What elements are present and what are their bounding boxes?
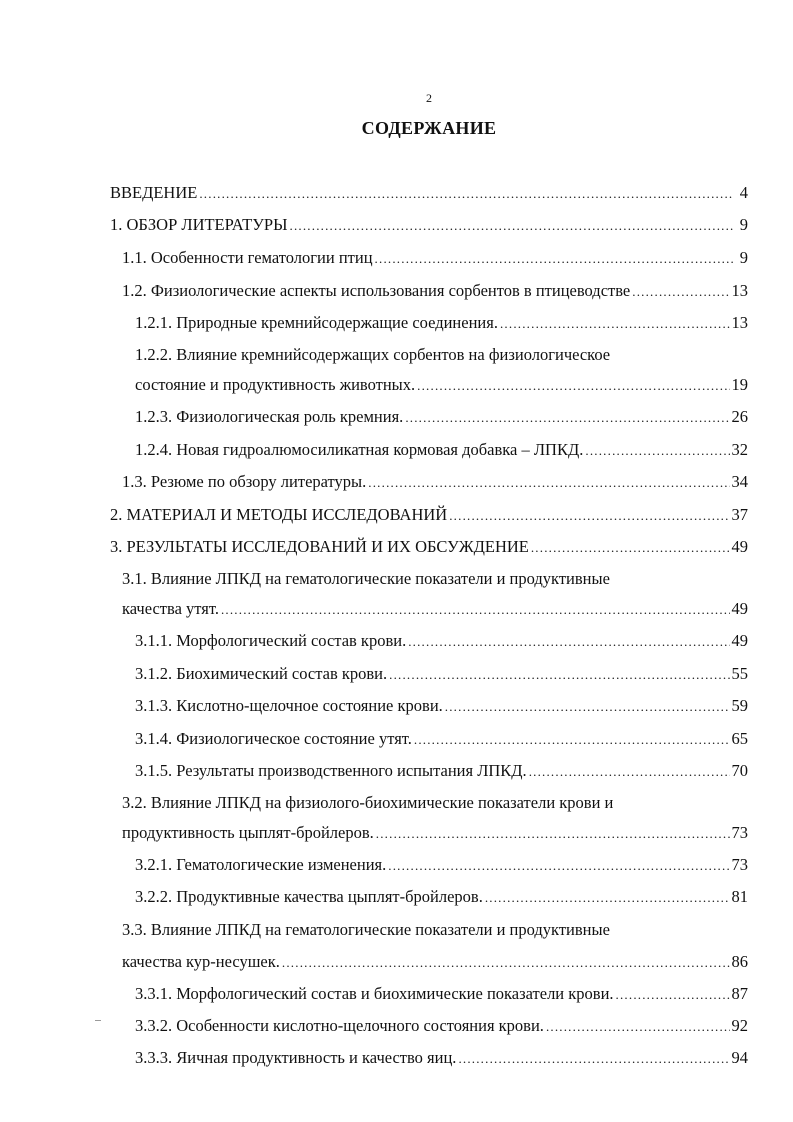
dot-leader [368, 473, 729, 493]
toc-entry-text: 1.2.4. Новая гидроалюмосиликатная кормовая добавка – ЛПКД. [135, 440, 584, 459]
dot-leader [199, 184, 734, 204]
toc-entry-page: 92 [731, 1016, 748, 1035]
dot-leader [388, 856, 729, 876]
toc-entry-text: 3.3.2. Особенности кислотно-щелочного состояния крови. [135, 1016, 544, 1035]
toc-entry-3-1-5 [135, 761, 748, 782]
toc-entry-1-2-2 [135, 375, 748, 396]
toc-entry-text: 3.1.1. Морфологический состав крови. [135, 631, 407, 650]
toc-entry-3-3-1 [135, 984, 748, 1005]
dot-leader [529, 762, 730, 782]
toc-entry-page: 32 [731, 440, 748, 459]
dot-leader [290, 216, 735, 236]
toc-entry-1-2 [122, 281, 748, 302]
dot-leader [585, 441, 729, 461]
dot-leader [445, 697, 730, 717]
toc-entry-3-3-2 [135, 1016, 748, 1037]
toc-entry-page: 49 [731, 631, 748, 650]
toc-entry-page: 73 [731, 823, 748, 842]
toc-entry-page: 70 [731, 761, 748, 780]
toc-entry-text: 3.1.3. Кислотно-щелочное состояние крови. [135, 696, 443, 715]
toc-entry-page: 13 [731, 281, 748, 300]
toc-entry-3-2-2 [135, 887, 748, 908]
toc-entry-page: 73 [731, 855, 748, 874]
toc-entry-page: 49 [731, 537, 748, 556]
toc-entry-1-1 [122, 248, 748, 269]
toc-entry-page: 34 [731, 472, 748, 491]
toc-entry-text: 1.2.1. Природные кремнийсодержащие соединения. [135, 313, 498, 332]
toc-entry-text: 3. РЕЗУЛЬТАТЫ ИССЛЕДОВАНИЙ И ИХ ОБСУЖДЕНИЕ [110, 537, 529, 556]
toc-entry-text: 1.1. Особенности гематологии птиц [122, 248, 373, 267]
toc-entry-page: 19 [731, 375, 748, 394]
toc-entry-text: 3.2.1. Гематологические изменения. [135, 855, 387, 874]
toc-entry-3-1-line1: 3.1. Влияние ЛПКД на гематологические показатели и продуктивные [122, 569, 610, 588]
toc-entry-page: 49 [731, 599, 748, 618]
toc-entry-text: качества кур-несушек. [122, 952, 280, 971]
dot-leader [449, 506, 729, 526]
toc-entry-text: 2. МАТЕРИАЛ И МЕТОДЫ ИССЛЕДОВАНИЙ [110, 505, 448, 524]
toc-entry-page: 55 [731, 664, 748, 683]
toc-entry-3-3 [122, 952, 748, 973]
toc-entry-page: 9 [739, 215, 748, 234]
toc-entry-text: 3.3.3. Яичная продуктивность и качество яиц. [135, 1048, 457, 1067]
toc-entry-1-2-4 [135, 440, 748, 461]
toc-entry-3-2-line1: 3.2. Влияние ЛПКД на физиолого-биохимические показатели крови и [122, 793, 614, 812]
dot-leader [282, 953, 730, 973]
toc-entry-chapter-2 [110, 505, 748, 526]
toc-entry-page: 26 [731, 407, 748, 426]
dot-leader [221, 600, 730, 620]
toc-entry-3-1-2 [135, 664, 748, 685]
toc-entry-page: 4 [739, 183, 748, 202]
toc-entry-3-2-1 [135, 855, 748, 876]
dot-leader [405, 408, 729, 428]
toc-entry-3-1-1 [135, 631, 748, 652]
dot-leader [458, 1049, 729, 1069]
toc-entry-page: 94 [731, 1048, 748, 1067]
toc-entry-1-2-1 [135, 313, 748, 334]
toc-entry-text: 3.1.2. Биохимический состав крови. [135, 664, 388, 683]
toc-entry-text: продуктивность цыплят-бройлеров. [122, 823, 374, 842]
toc-entry-3-1 [122, 599, 748, 620]
dot-leader [616, 985, 730, 1005]
scan-speck [95, 1020, 101, 1021]
dot-leader [546, 1017, 730, 1037]
toc-entry-page: 59 [731, 696, 748, 715]
toc-entry-page: 86 [731, 952, 748, 971]
toc-entry-text: 3.1.5. Результаты производственного испытания ЛПКД. [135, 761, 527, 780]
page-number: 2 [426, 91, 432, 105]
toc-entry-page: 65 [731, 729, 748, 748]
dot-leader [531, 538, 730, 558]
toc-entry-page: 9 [739, 248, 748, 267]
toc-entry-3-3-3 [135, 1048, 748, 1069]
toc-entry-3-1-3 [135, 696, 748, 717]
toc-entry-page: 81 [731, 887, 748, 906]
toc-entry-intro [110, 183, 748, 204]
toc-entry-1-3 [122, 472, 748, 493]
toc-entry-text: 3.2.2. Продуктивные качества цыплят-бройлеров. [135, 887, 483, 906]
toc-entry-1-2-3 [135, 407, 748, 428]
toc-entry-page: 87 [731, 984, 748, 1003]
toc-entry-text: качества утят. [122, 599, 219, 618]
toc-entry-3-3-line1: 3.3. Влияние ЛПКД на гематологические показатели и продуктивные [122, 920, 610, 939]
toc-entry-text: 1.2.3. Физиологическая роль кремния. [135, 407, 404, 426]
toc-entry-text: 3.3.1. Морфологический состав и биохимические показатели крови. [135, 984, 614, 1003]
toc-entry-3-1-4 [135, 729, 748, 750]
toc-entry-page: 37 [731, 505, 748, 524]
toc-entry-3-2 [122, 823, 748, 844]
dot-leader [632, 282, 729, 302]
toc-entry-text: ВВЕДЕНИЕ [110, 183, 198, 202]
dot-leader [500, 314, 730, 334]
dot-leader [408, 632, 729, 652]
dot-leader [414, 730, 730, 750]
page-title: СОДЕРЖАНИЕ [361, 118, 497, 138]
toc-entry-text: 1.2. Физиологические аспекты использования сорбентов в птицеводстве [122, 281, 631, 300]
toc-entry-1-2-2-line1: 1.2.2. Влияние кремнийсодержащих сорбентов на физиологическое [135, 345, 611, 364]
toc-entry-chapter-1 [110, 215, 748, 236]
dot-leader [376, 824, 730, 844]
toc-entry-text: 1. ОБЗОР ЛИТЕРАТУРЫ [110, 215, 288, 234]
dot-leader [389, 665, 729, 685]
dot-leader [417, 376, 729, 396]
toc-entry-page: 13 [731, 313, 748, 332]
dot-leader [375, 249, 734, 269]
toc-entry-text: 1.3. Резюме по обзору литературы. [122, 472, 367, 491]
dot-leader [485, 888, 730, 908]
toc-entry-text: 3.1.4. Физиологическое состояние утят. [135, 729, 412, 748]
toc-entry-text: состояние и продуктивность животных. [135, 375, 416, 394]
toc-entry-chapter-3 [110, 537, 748, 558]
